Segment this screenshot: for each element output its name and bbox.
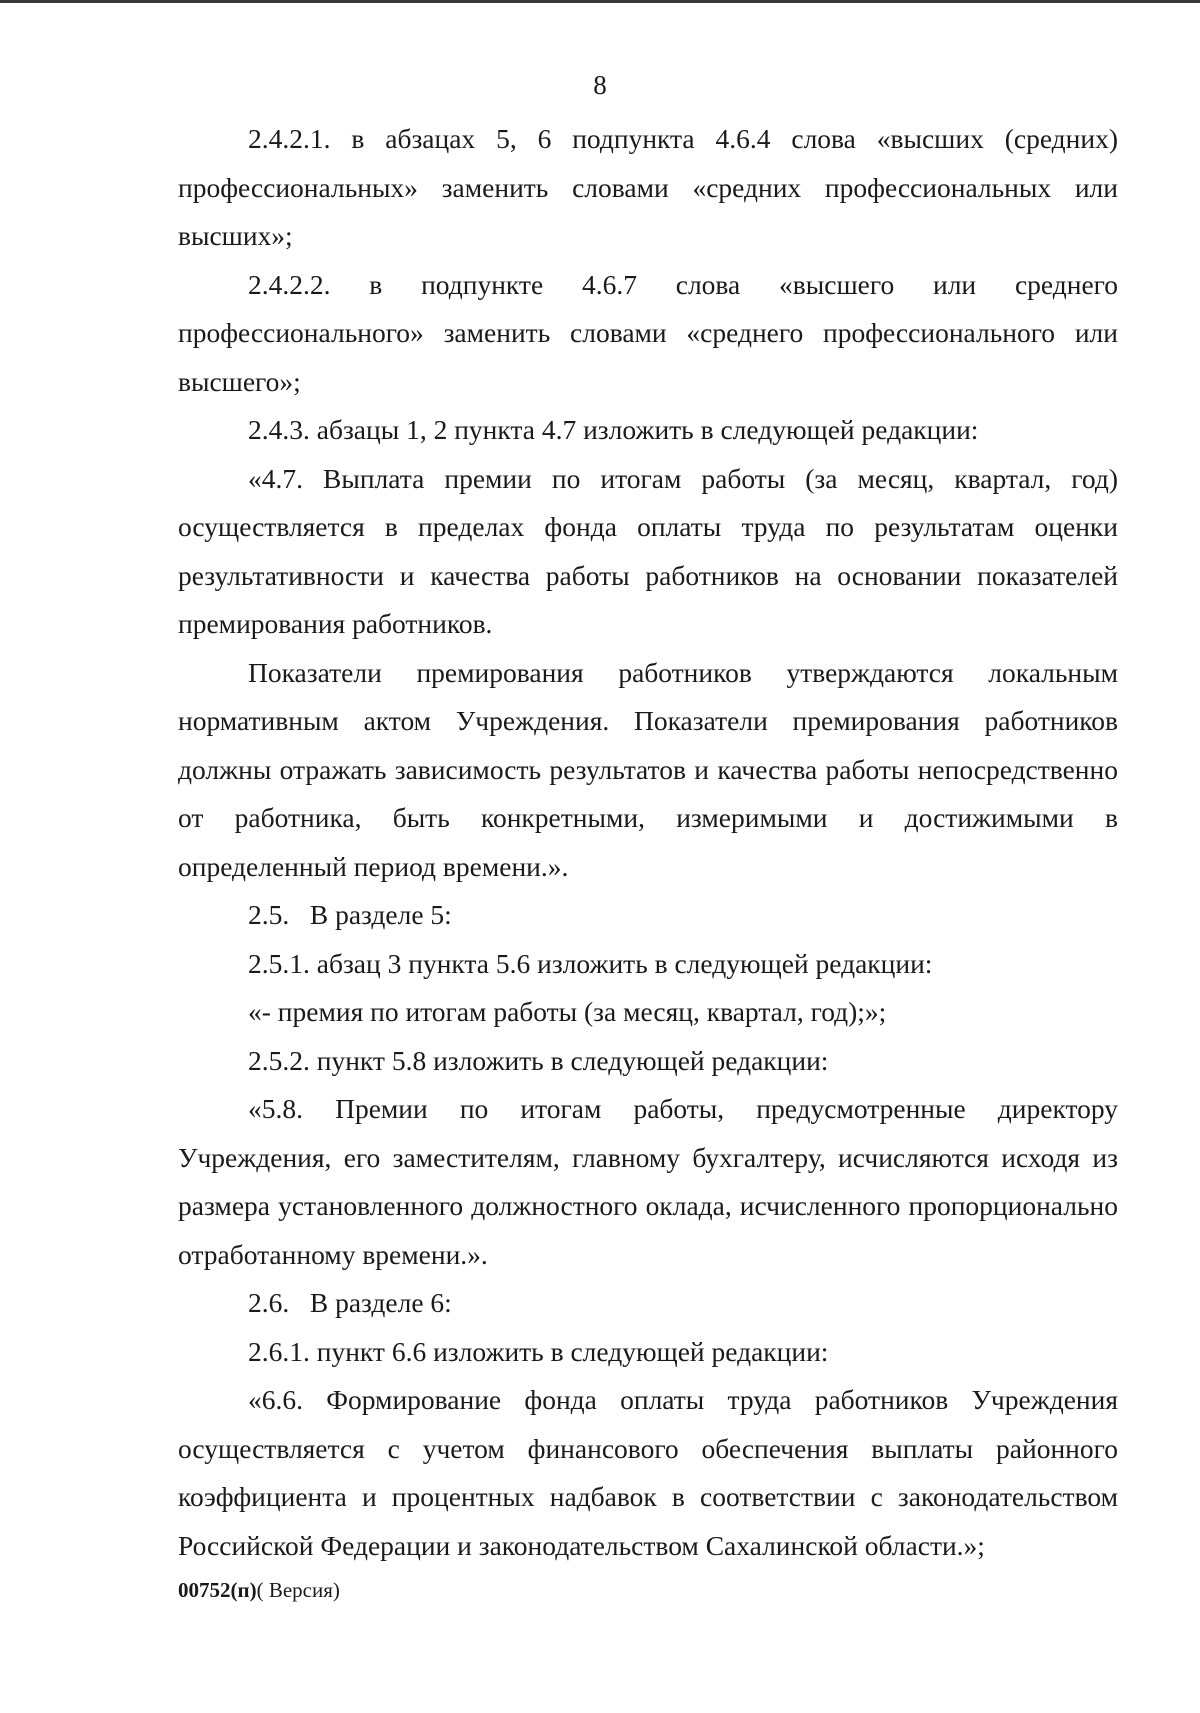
paragraph-5-6-quote: «- премия по итогам работы (за месяц, квартал, год);»; — [248, 996, 887, 1027]
paragraph-6-6-quote: «6.6. Формирование фонда оплаты труда работников Учреждения осуществляется с учетом финансового обеспечения выплаты районного коэффициента и процентных надбавок в соответствии с законодательством Российской Федерации и законодательством Сахалинской области.»; — [178, 1384, 1118, 1561]
page-number: 8 — [593, 70, 607, 100]
paragraph-2-5-heading: 2.5. В разделе 5: — [248, 899, 452, 930]
document-footer — [178, 1576, 340, 1604]
document-body — [178, 115, 1118, 1570]
paragraph-2-6-heading: 2.6. В разделе 6: — [248, 1287, 452, 1318]
paragraph-2-5-2: 2.5.2. пункт 5.8 изложить в следующей редакции: — [248, 1044, 829, 1076]
paragraph-2-4-3: 2.4.3. абзацы 1, 2 пункта 4.7 изложить в следующей редакции: — [248, 414, 979, 445]
document-version: ( Версия) — [256, 1578, 340, 1602]
paragraph-2-4-2-2: 2.4.2.2. в подпункте 4.6.7 слова «высшего или среднего профессионального» заменить словами «среднего профессионального или высшего»; — [178, 268, 1118, 397]
paragraph-2-4-2-1: 2.4.2.1. в абзацах 5, 6 подпункта 4.6.4 слова «высших (средних) профессиональных» заменить словами «средних профессиональных или высших»; — [178, 123, 1118, 251]
document-code: 00752(п) — [178, 1578, 257, 1602]
top-border-line — [0, 0, 1200, 3]
paragraph-4-7-quote: «4.7. Выплата премии по итогам работы (за месяц, квартал, год) осуществляется в пределах фонда оплаты труда по результатам оценки результативности и качества работы работников на основании показателей премирования работников. — [178, 462, 1118, 639]
paragraph-indicators: Показатели премирования работников утверждаются локальным нормативным актом Учреждения. Показатели премирования работников должны отражать зависимость результатов и качества работы непосредственно от работника, быть конкретными, измеримыми и достижимыми в определенный период времени.». — [178, 656, 1118, 882]
paragraph-2-5-1: 2.5.1. абзац 3 пункта 5.6 изложить в следующей редакции: — [248, 947, 933, 979]
paragraph-2-6-1: 2.6.1. пункт 6.6 изложить в следующей редакции: — [248, 1335, 829, 1367]
paragraph-5-8-quote: «5.8. Премии по итогам работы, предусмотренные директору Учреждения, его заместителям, главному бухгалтеру, исчисляются исходя из размера установленного должностного оклада, исчисленного пропорционально отработанному времени.». — [178, 1093, 1118, 1270]
